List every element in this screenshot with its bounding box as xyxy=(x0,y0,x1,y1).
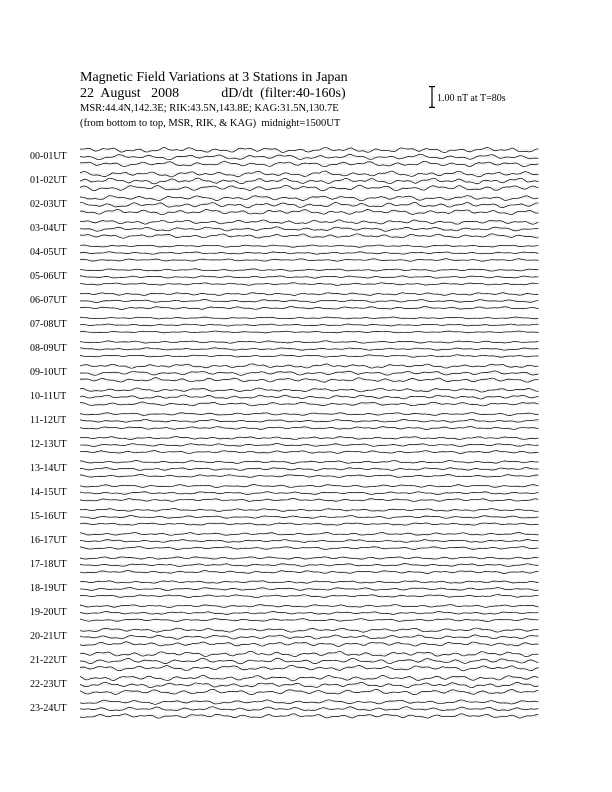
hour-label: 19-20UT xyxy=(30,607,67,618)
hour-label: 13-14UT xyxy=(30,463,67,474)
hour-label: 02-03UT xyxy=(30,199,67,210)
chart-date: 22 August 2008 xyxy=(80,86,180,101)
trace-order: (from bottom to top, MSR, RIK, & KAG) xyxy=(80,118,257,129)
hour-label: 00-01UT xyxy=(30,151,67,162)
chart-title: Magnetic Field Variations at 3 Stations in Japan xyxy=(80,70,348,85)
hour-label: 06-07UT xyxy=(30,295,67,306)
hour-label: 15-16UT xyxy=(30,511,67,522)
chart-quantity: dD/dt (filter:40-160s) xyxy=(221,86,346,101)
trace-msr xyxy=(80,388,538,392)
hour-label: 23-24UT xyxy=(30,703,67,714)
hour-label: 14-15UT xyxy=(30,487,67,498)
midnight-note: midnight=1500UT xyxy=(261,118,341,129)
hour-label: 11-12UT xyxy=(30,415,67,426)
scale-label: 1.00 nT at T=80s xyxy=(437,93,506,104)
hour-label: 21-22UT xyxy=(30,655,67,666)
trace-rik xyxy=(80,707,538,711)
hour-label: 20-21UT xyxy=(30,631,67,642)
hour-label: 17-18UT xyxy=(30,559,67,570)
hour-label: 08-09UT xyxy=(30,343,67,354)
hour-label: 12-13UT xyxy=(30,439,67,450)
hour-label: 18-19UT xyxy=(30,583,67,594)
hour-label: 07-08UT xyxy=(30,319,67,330)
hour-label: 03-04UT xyxy=(30,223,67,234)
hour-label: 10-11UT xyxy=(30,391,67,402)
hour-label: 22-23UT xyxy=(30,679,67,690)
hour-label: 04-05UT xyxy=(30,247,67,258)
hour-label: 01-02UT xyxy=(30,175,67,186)
trace-rik xyxy=(80,371,538,375)
hour-label: 09-10UT xyxy=(30,367,67,378)
hour-label: 05-06UT xyxy=(30,271,67,282)
hour-label: 16-17UT xyxy=(30,535,67,546)
station-coordinates: MSR:44.4N,142.3E; RIK:43.5N,143.8E; KAG:31.5N,130.7E xyxy=(80,103,339,114)
